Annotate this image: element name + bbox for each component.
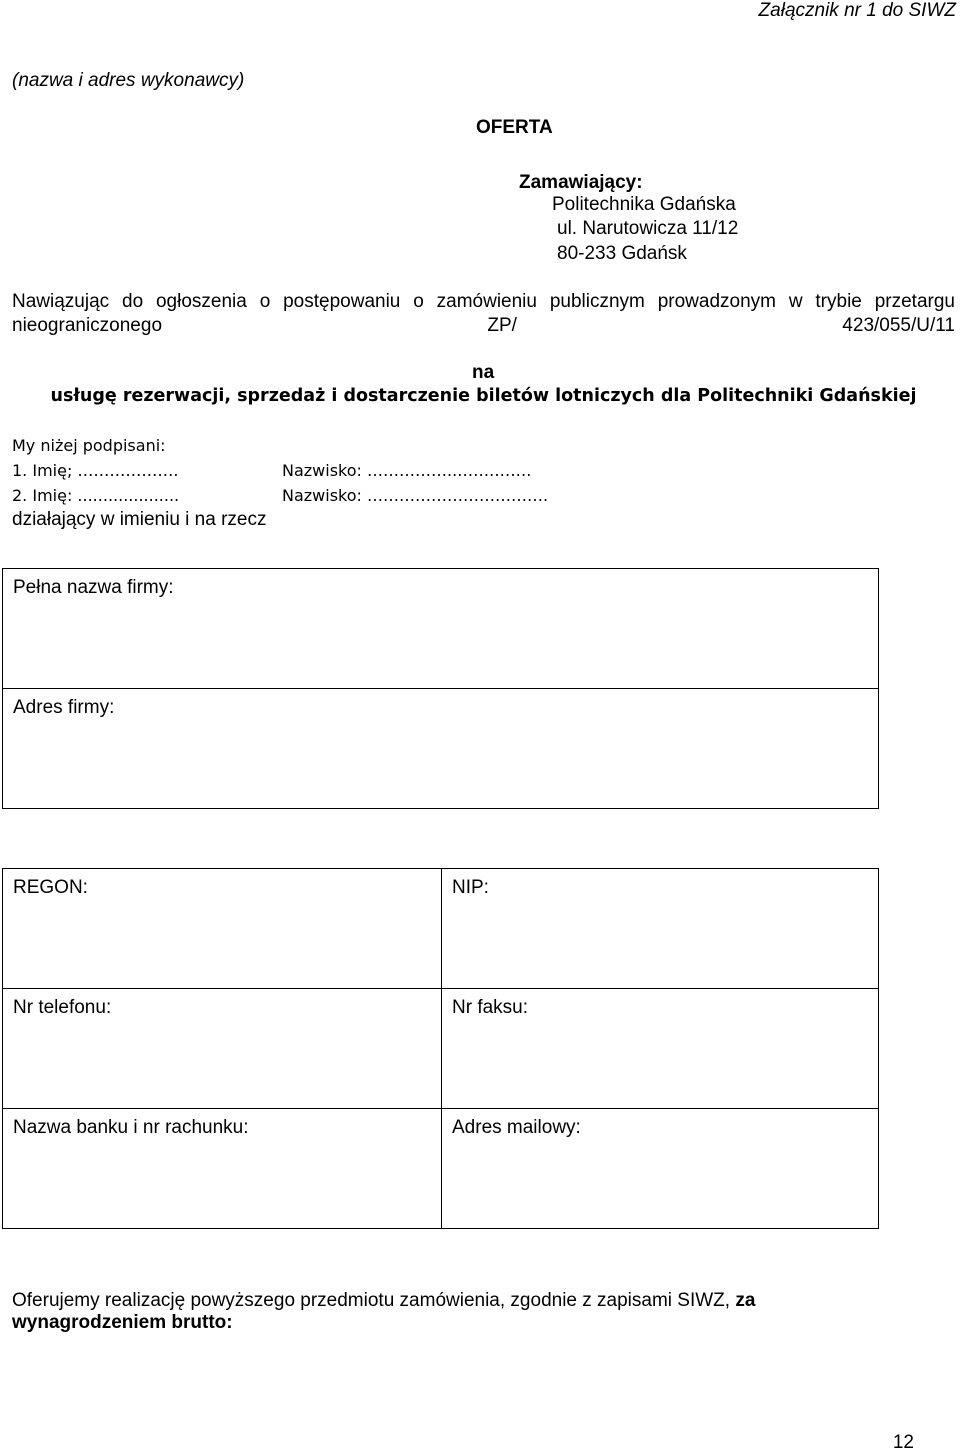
buyer-label: Zamawiający:: [519, 172, 643, 193]
signatories-heading: My niżej podpisani:: [12, 436, 166, 455]
order-subject: usługę rezerwacji, sprzedaż i dostarczenie biletów lotniczych dla Politechniki Gdańskiej: [50, 386, 917, 406]
signatory-1-name: 1. Imię; ……………….: [12, 461, 179, 480]
address-field[interactable]: [3, 689, 879, 809]
company-table: [2, 568, 879, 809]
signatory-1-surname: Nazwisko: ……………..…….…….: [282, 461, 532, 480]
email-field[interactable]: [442, 1109, 879, 1229]
phone-field[interactable]: [3, 989, 442, 1109]
offer-statement: [12, 1290, 872, 1334]
annex-label: Załącznik nr 1 do SIWZ: [758, 0, 956, 21]
signatory-2-name: 2. Imię: ....................: [12, 486, 180, 505]
document-title: OFERTA: [476, 117, 553, 138]
bank-field[interactable]: [3, 1109, 442, 1229]
full-name-field[interactable]: [3, 569, 879, 689]
phone-label: Nr telefonu:: [13, 997, 112, 1018]
page-number: 12: [892, 1432, 914, 1453]
offer-text: Oferujemy realizację powyższego przedmiotu zamówienia, zgodnie z zapisami SIWZ,: [12, 1290, 731, 1311]
address-label: Adres firmy:: [13, 697, 115, 718]
fax-field[interactable]: [442, 989, 879, 1109]
regon-label: REGON:: [13, 877, 88, 898]
intro-paragraph: Nawiązując do ogłoszenia o postępowaniu o zamówieniu publicznym prowadzonym w trybie przetargu nieograniczonego ZP/ 423/055/U/11: [12, 291, 955, 336]
buyer-name: Politechnika Gdańska: [552, 194, 736, 215]
subject-connector: na: [472, 362, 495, 383]
offer-bold-1: za: [735, 1290, 756, 1311]
acting-on-behalf: działający w imieniu i na rzecz: [12, 509, 267, 530]
fax-label: Nr faksu:: [452, 997, 529, 1018]
email-label: Adres mailowy:: [452, 1117, 581, 1138]
bank-label: Nazwa banku i nr rachunku:: [13, 1117, 249, 1138]
buyer-city: 80-233 Gdańsk: [557, 243, 687, 264]
contractor-label: (nazwa i adres wykonawcy): [12, 70, 245, 91]
offer-bold-2: wynagrodzeniem brutto:: [12, 1312, 233, 1333]
full-name-label: Pełna nazwa firmy:: [13, 577, 174, 598]
nip-label: NIP:: [452, 877, 489, 898]
signatory-2-surname: Nazwisko: …………………………….: [282, 486, 549, 505]
details-table: [2, 868, 879, 1229]
buyer-street: ul. Narutowicza 11/12: [557, 218, 739, 239]
nip-field[interactable]: [442, 869, 879, 989]
regon-field[interactable]: [3, 869, 442, 989]
